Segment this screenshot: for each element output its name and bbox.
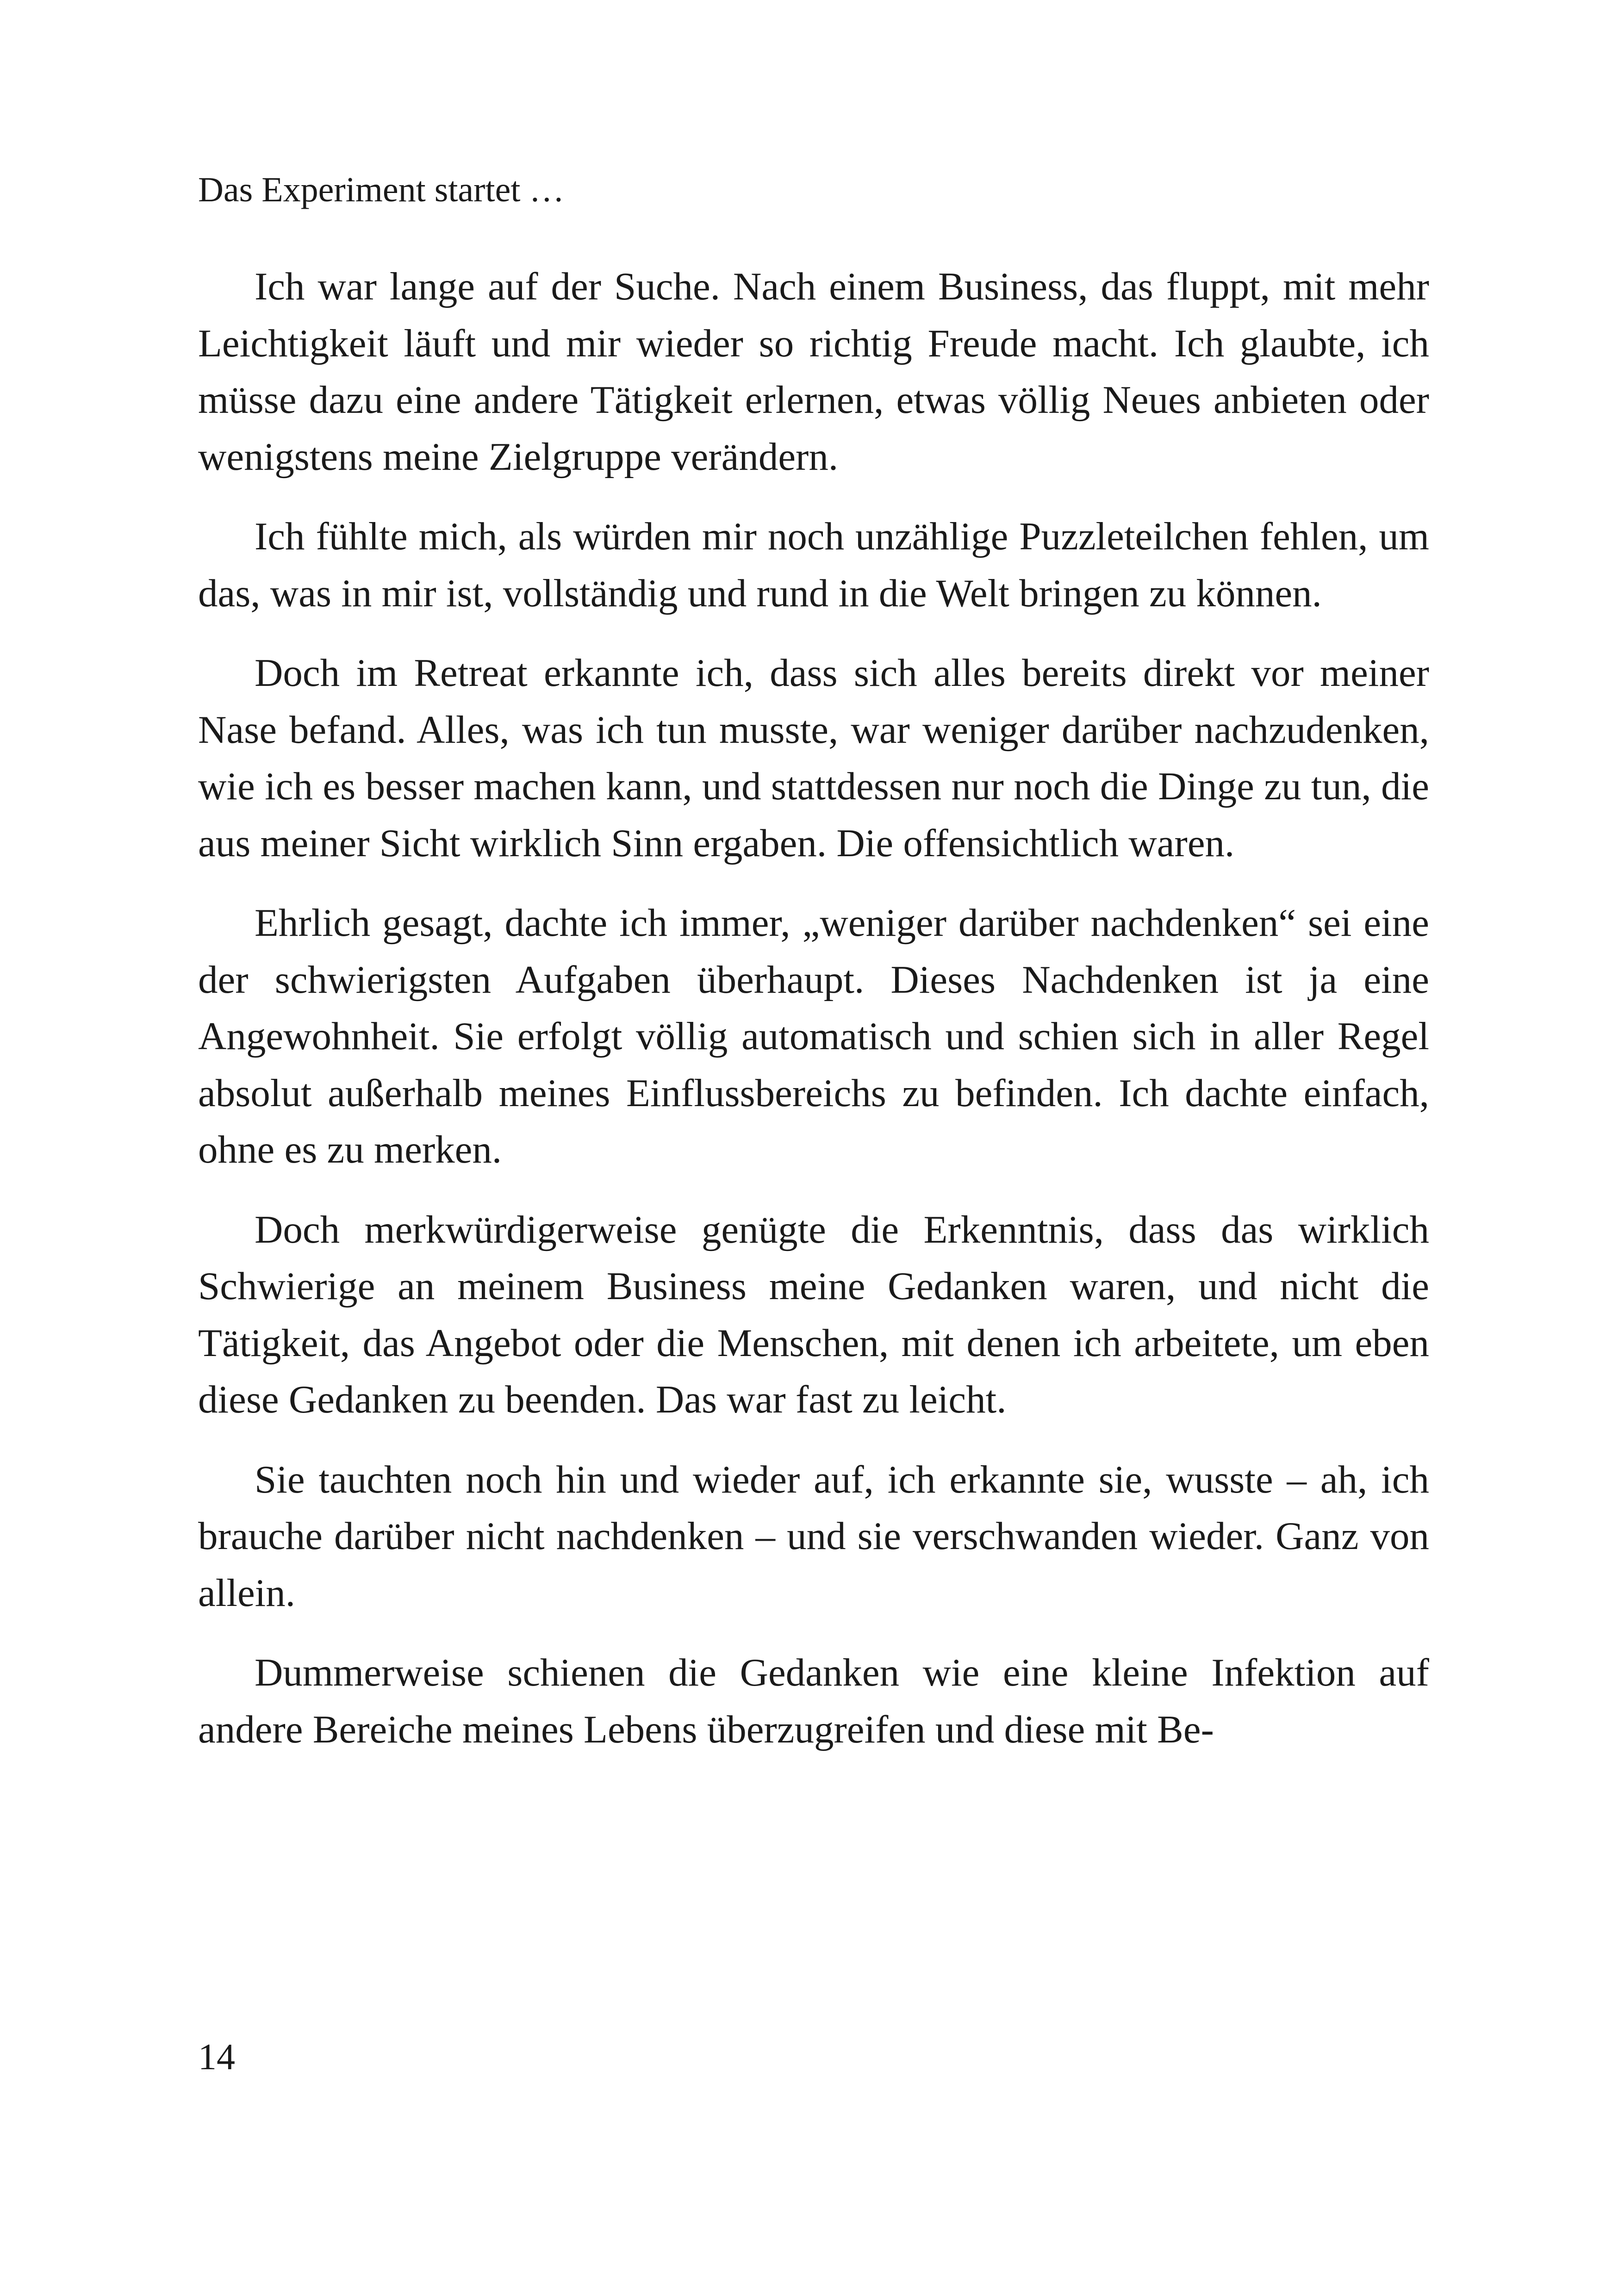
paragraph: Doch im Retreat erkannte ich, dass sich alles bereits direkt vor meiner Nase befand. Alles, was ich tun musste, war weniger darüber nachzudenken, wie ich es besser machen kann, und stattdessen nur noch die Dinge zu tun, die aus meiner Sicht wirklich Sinn ergaben. Die offensichtlich waren. xyxy=(198,651,1429,865)
paragraph: Doch merkwürdigerweise genügte die Erkenntnis, dass das wirklich Schwierige an meinem Business meine Gedanken waren, und nicht die Tätigkeit, das Angebot oder die Menschen, mit denen ich arbeitete, um eben diese Gedanken zu beenden. Das war fast zu leicht. xyxy=(198,1207,1429,1421)
paragraph: Ich fühlte mich, als würden mir noch unzählige Puzzleteilchen fehlen, um das, was in mir ist, vollständig und rund in die Welt bringen zu können. xyxy=(198,515,1429,615)
running-header: Das Experiment startet … xyxy=(198,170,565,209)
paragraph: Sie tauchten noch hin und wieder auf, ich erkannte sie, wusste – ah, ich brauche darüber nicht nachdenken – und sie verschwanden wieder. Ganz von allein. xyxy=(198,1457,1429,1615)
paragraph: Ich war lange auf der Suche. Nach einem Business, das fluppt, mit mehr Leichtigkeit läuft und mir wieder so richtig Freude macht. Ich glaubte, ich müsse dazu eine andere Tätigkeit erlernen, etwas völlig Neues anbieten oder wenigstens meine Zielgruppe verändern. xyxy=(198,265,1429,479)
body-text xyxy=(198,258,1429,1781)
page-number: 14 xyxy=(198,2037,235,2078)
paragraph: Ehrlich gesagt, dachte ich immer, „weniger darüber nachdenken“ sei eine der schwierigsten Aufgaben überhaupt. Dieses Nachdenken ist ja eine Angewohnheit. Sie erfolgt völlig automatisch und schien sich in aller Regel absolut außerhalb meines Einflussbereichs zu befinden. Ich dachte einfach, ohne es zu merken. xyxy=(198,901,1429,1171)
paragraph: Dummerweise schienen die Gedanken wie eine kleine Infektion auf andere Bereiche meines Lebens überzugreifen und diese mit Be- xyxy=(198,1651,1429,1751)
